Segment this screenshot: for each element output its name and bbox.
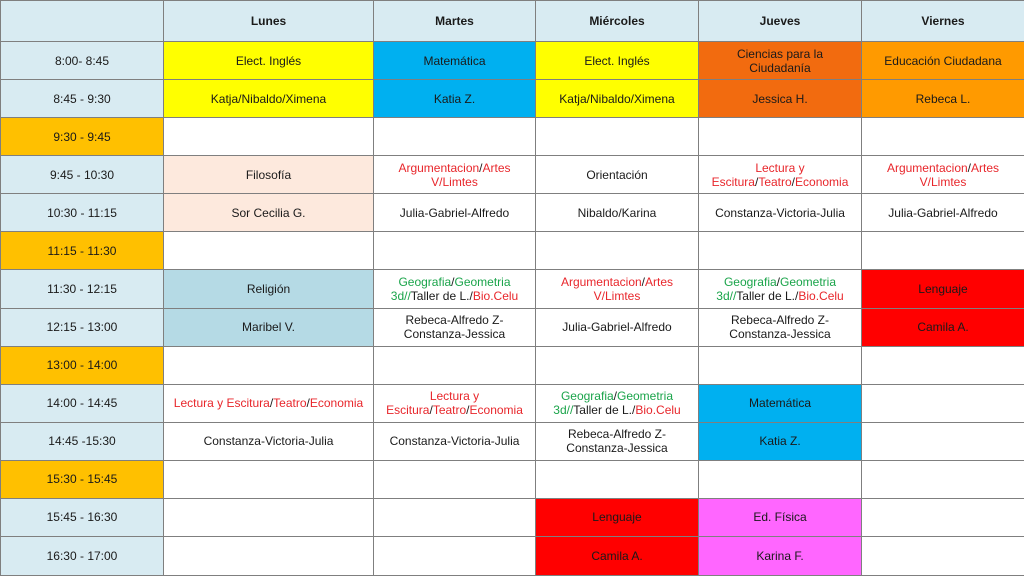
time-slot: 15:45 - 16:30 (1, 498, 164, 536)
teacher-cell (699, 308, 862, 346)
class-text: Geografia (723, 274, 777, 289)
break-time-slot: 13:00 - 14:00 (1, 346, 164, 384)
teacher-cell: Constanza-Victoria-Julia (699, 194, 862, 232)
class-text: Ciudadanía (749, 60, 811, 75)
class-text: 3d// (716, 288, 737, 303)
class-cell: Matemática (374, 42, 536, 80)
class-text: Bio.Celu (472, 288, 519, 303)
empty-cell (862, 460, 1024, 498)
time-slot: 8:45 - 9:30 (1, 80, 164, 118)
class-text: Lectura y (755, 160, 805, 175)
teacher-cell: Julia-Gabriel-Alfredo (862, 194, 1024, 232)
separator: / (641, 274, 646, 289)
day-header-jueves: Jueves (699, 1, 862, 42)
class-text: Artes (971, 160, 1000, 175)
class-cell: Elect. Inglés (536, 42, 699, 80)
class-cell (536, 270, 699, 308)
class-cell (536, 384, 699, 422)
class-cell: Ed. Física (699, 498, 862, 536)
break-time-slot: 9:30 - 9:45 (1, 118, 164, 156)
class-text: Ciencias para la (736, 46, 824, 61)
class-cell: Religión (164, 270, 374, 308)
empty-cell (536, 346, 699, 384)
empty-cell (164, 498, 374, 536)
break-time-slot: 11:15 - 11:30 (1, 232, 164, 270)
class-cell (862, 156, 1024, 194)
class-text: Escitura (711, 174, 755, 189)
teacher-cell (374, 308, 536, 346)
time-slot: 8:00- 8:45 (1, 42, 164, 80)
empty-cell (164, 346, 374, 384)
empty-cell (164, 118, 374, 156)
class-text: Geometria (454, 274, 511, 289)
separator: / (791, 174, 796, 189)
class-text: Lectura y (429, 389, 480, 404)
break-time-slot: 15:30 - 15:45 (1, 460, 164, 498)
class-text: 3d// (553, 403, 574, 418)
separator: / (469, 288, 473, 303)
class-text: V/Limtes (431, 174, 478, 189)
class-text: Taller de L. (410, 288, 470, 303)
time-slot: 11:30 - 12:15 (1, 270, 164, 308)
empty-cell (862, 384, 1024, 422)
separator: / (451, 274, 455, 289)
empty-cell (164, 536, 374, 575)
empty-cell (536, 232, 699, 270)
empty-cell (862, 498, 1024, 536)
separator: / (429, 403, 433, 418)
teacher-cell: Katja/Nibaldo/Ximena (164, 80, 374, 118)
class-cell: Filosofía (164, 156, 374, 194)
separator: / (479, 160, 483, 175)
class-text: Geografia (398, 274, 452, 289)
empty-cell (164, 232, 374, 270)
class-cell (374, 156, 536, 194)
corner-cell (1, 1, 164, 42)
class-text: Geografia (560, 389, 614, 404)
class-cell (699, 156, 862, 194)
teacher-text: Rebeca-Alfredo Z- (405, 313, 504, 328)
separator: / (613, 389, 617, 404)
teacher-cell: Camila A. (536, 536, 699, 575)
class-text: Economia (309, 396, 364, 411)
class-text: Teatro (273, 396, 307, 411)
empty-cell (374, 346, 536, 384)
class-text: Economia (469, 403, 523, 418)
class-cell (699, 270, 862, 308)
class-text: Artes (482, 160, 511, 175)
teacher-cell: Maribel V. (164, 308, 374, 346)
day-header-lunes: Lunes (164, 1, 374, 42)
class-cell: Educación Ciudadana (862, 42, 1024, 80)
teacher-cell: Katia Z. (699, 422, 862, 460)
class-cell (374, 270, 536, 308)
class-text: Bio.Celu (635, 403, 681, 418)
class-text: Taller de L. (736, 288, 795, 303)
teacher-text: Rebeca-Alfredo Z- (730, 313, 830, 328)
separator: / (269, 396, 274, 411)
teacher-text: Constanza-Jessica (729, 327, 831, 342)
class-text: Argumentacion (886, 160, 968, 175)
empty-cell (862, 422, 1024, 460)
day-header-miercoles: Miércoles (536, 1, 699, 42)
teacher-cell: Nibaldo/Karina (536, 194, 699, 232)
class-text: Geometria (780, 274, 837, 289)
empty-cell (374, 536, 536, 575)
empty-cell (699, 460, 862, 498)
time-slot: 10:30 - 11:15 (1, 194, 164, 232)
class-cell: Lenguaje (536, 498, 699, 536)
teacher-cell: Katia Z. (374, 80, 536, 118)
teacher-cell: Julia-Gabriel-Alfredo (374, 194, 536, 232)
teacher-cell: Karina F. (699, 536, 862, 575)
class-text: V/Limtes (593, 288, 641, 303)
class-text: Escitura (386, 403, 430, 418)
empty-cell (862, 232, 1024, 270)
teacher-cell: Rebeca L. (862, 80, 1024, 118)
empty-cell (699, 346, 862, 384)
separator: / (306, 396, 310, 411)
empty-cell (374, 498, 536, 536)
empty-cell (862, 346, 1024, 384)
time-slot: 16:30 - 17:00 (1, 536, 164, 575)
empty-cell (164, 460, 374, 498)
teacher-cell: Katja/Nibaldo/Ximena (536, 80, 699, 118)
empty-cell (374, 118, 536, 156)
empty-cell (862, 536, 1024, 575)
time-slot: 9:45 - 10:30 (1, 156, 164, 194)
time-slot: 14:45 -15:30 (1, 422, 164, 460)
empty-cell (374, 460, 536, 498)
empty-cell (536, 118, 699, 156)
separator: / (776, 274, 780, 289)
teacher-text: Rebeca-Alfredo Z- (567, 427, 667, 442)
class-text: Teatro (758, 174, 792, 189)
separator: / (632, 403, 636, 418)
teacher-cell: Camila A. (862, 308, 1024, 346)
teacher-text: Constanza-Jessica (403, 327, 506, 342)
class-cell: Matemática (699, 384, 862, 422)
teacher-cell: Sor Cecilia G. (164, 194, 374, 232)
separator: / (466, 403, 470, 418)
separator: / (967, 160, 972, 175)
empty-cell (374, 232, 536, 270)
class-cell: Elect. Inglés (164, 42, 374, 80)
teacher-cell: Jessica H. (699, 80, 862, 118)
class-cell (164, 384, 374, 422)
class-text: V/Limtes (919, 174, 967, 189)
class-text: Economia (795, 174, 849, 189)
class-text: Teatro (432, 403, 467, 418)
teacher-cell (536, 422, 699, 460)
class-text: Geometria (617, 389, 674, 404)
class-text: Artes (645, 274, 674, 289)
class-cell: Orientación (536, 156, 699, 194)
class-cell (374, 384, 536, 422)
class-text: 3d// (390, 288, 411, 303)
class-text: Lectura y Escitura (173, 396, 270, 411)
day-header-viernes: Viernes (862, 1, 1024, 42)
teacher-cell: Julia-Gabriel-Alfredo (536, 308, 699, 346)
time-slot: 12:15 - 13:00 (1, 308, 164, 346)
teacher-cell: Constanza-Victoria-Julia (164, 422, 374, 460)
empty-cell (862, 118, 1024, 156)
empty-cell (699, 232, 862, 270)
class-text: Argumentacion (560, 274, 642, 289)
separator: / (754, 174, 759, 189)
class-text: Bio.Celu (798, 288, 844, 303)
time-slot: 14:00 - 14:45 (1, 384, 164, 422)
teacher-text: Constanza-Jessica (566, 441, 668, 456)
separator: / (795, 288, 799, 303)
day-header-martes: Martes (374, 1, 536, 42)
class-text: Taller de L. (573, 403, 632, 418)
teacher-cell: Constanza-Victoria-Julia (374, 422, 536, 460)
empty-cell (699, 118, 862, 156)
class-cell: Lenguaje (862, 270, 1024, 308)
class-cell (699, 42, 862, 80)
class-text: Argumentacion (398, 160, 480, 175)
empty-cell (536, 460, 699, 498)
